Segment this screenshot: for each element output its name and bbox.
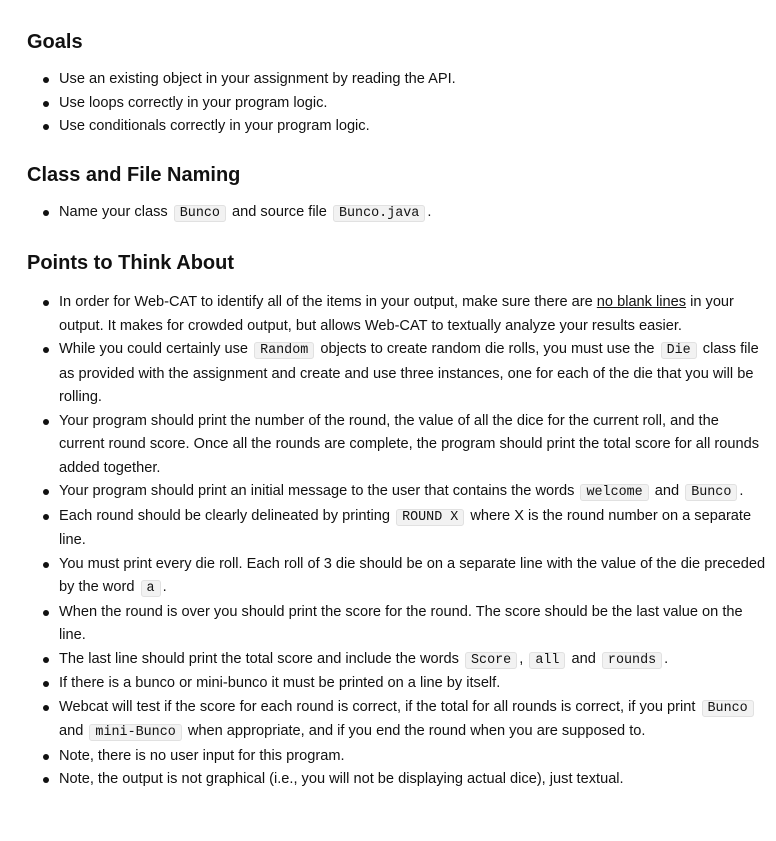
list-item: Note, there is no user input for this program. [59,745,767,769]
list-item [59,480,767,505]
code-span: all [529,652,565,669]
text: in your output. It makes for crowded output, but allows Web-CAT to textually analyze your results easier. [59,294,734,334]
text: The last line should print the total score and include the words [59,650,459,667]
text: where X is the round number on a separate line. [59,507,752,548]
code-span: rounds [602,652,662,669]
goals-list [27,68,767,139]
text: . [162,579,167,595]
text: , [519,650,524,667]
text: class file as provided with the assignment and create and use three instances, one for each of the die that you will be rolling. [59,341,759,405]
text: and [571,650,596,667]
text: Each round should be clearly delineated by printing [59,507,391,524]
text: when appropriate, and if you end the round when you are supposed to. [187,723,646,739]
list-item [59,696,767,745]
code-span: Bunco [702,700,754,717]
text: objects to create random die rolls, you must use the [320,341,655,357]
text: . [427,203,432,220]
code-span: mini-Bunco [89,724,181,741]
list-item [59,201,767,226]
goals-heading: Goals [27,31,83,53]
code-span: ROUND X [396,509,464,526]
list-item: Use an existing object in your assignment by reading the API. [59,68,767,92]
points-heading: Points to Think About [27,252,235,274]
code-span: Random [254,342,314,359]
text: Your program should print an initial message to the user that contains the words [59,483,575,499]
code-span: Die [661,342,697,359]
list-item: Note, the output is not graphical (i.e., you will not be displaying actual dice), just textual. [59,768,767,792]
list-item: When the round is over you should print the score for the round. The score should be the last value on the line. [59,601,767,648]
list-item: Use conditionals correctly in your program logic. [59,115,767,139]
list-item: If there is a bunco or mini-bunco it must be printed on a line by itself. [59,672,767,696]
code-span: Bunco.java [333,205,425,222]
code-span: Bunco [685,484,737,501]
list-item: Use loops correctly in your program logic. [59,92,767,116]
list-item [59,648,767,673]
text: and source file [232,203,327,220]
code-span: Score [465,652,517,669]
text: Name your class [59,203,168,220]
list-item [59,338,767,410]
text: In order for Web-CAT to identify all of the items in your output, make sure there are [59,294,593,310]
points-list [27,291,767,792]
text: You must print every die roll. Each roll of 3 die should be on a separate line with the value of the die preceded by the word [59,555,766,595]
code-span: Bunco [174,205,226,222]
text: Webcat will test if the score for each round is correct, if the total for all rounds is correct, if you print [59,698,696,715]
text: . [664,650,669,667]
naming-list [27,201,767,226]
code-span: welcome [580,484,648,501]
code-span: a [141,580,161,597]
list-item [59,505,767,553]
list-item [59,291,767,338]
underlined-text: no blank lines [596,294,687,310]
text: . [739,483,744,499]
text: and [654,483,680,499]
list-item [59,553,767,601]
text: and [59,723,84,739]
text: While you could certainly use [59,341,248,357]
list-item: Your program should print the number of the round, the value of all the dice for the current roll, and the current round score. Once all the rounds are complete, the program should print the total score for all rounds added together. [59,410,767,481]
naming-heading: Class and File Naming [27,163,241,186]
